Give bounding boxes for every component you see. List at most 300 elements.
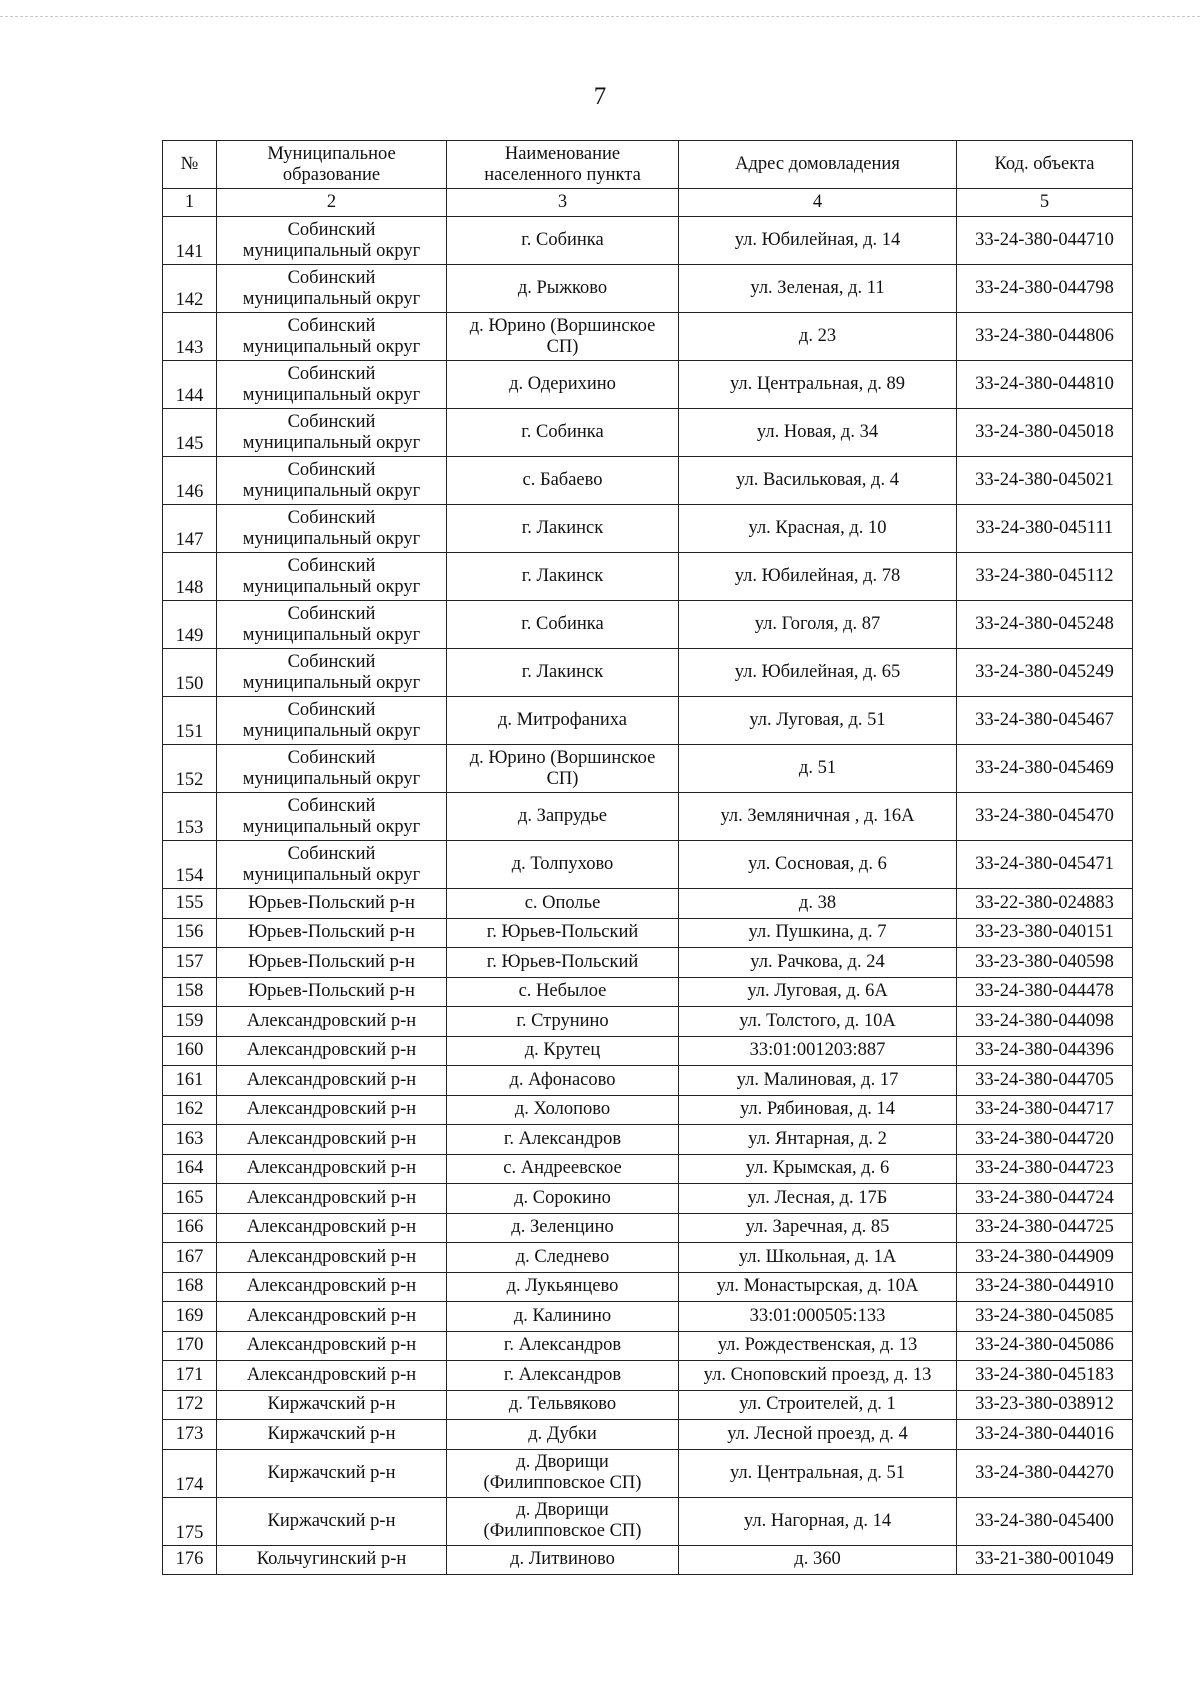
- settlement-cell: [447, 977, 679, 1007]
- row-number: 154: [163, 841, 217, 889]
- municipality-cell: [217, 457, 447, 505]
- settlement-cell: [447, 313, 679, 361]
- settlement-line: д. Митрофаниха: [497, 710, 628, 730]
- row-number: 169: [163, 1302, 217, 1332]
- settlement-line: (Филипповское СП): [483, 1473, 642, 1493]
- address-cell: ул. Гоголя, д. 87: [679, 601, 957, 649]
- address-cell: ул. Лесная, д. 17Б: [679, 1184, 957, 1214]
- settlement-line: г. Александров: [503, 1128, 622, 1149]
- address-cell: д. 23: [679, 313, 957, 361]
- row-number: 151: [163, 697, 217, 745]
- address-cell: ул. Луговая, д. 6А: [679, 977, 957, 1007]
- header-num: №: [163, 141, 217, 189]
- settlement-line: д. Одерихино: [509, 374, 616, 394]
- municipality-line: Александровский р-н: [246, 1187, 417, 1208]
- column-number: 5: [957, 189, 1133, 217]
- settlement-line: д. Дубки: [528, 1423, 597, 1444]
- municipality-line: муниципальный округ: [242, 624, 421, 645]
- object-code-cell: 33-24-380-044725: [957, 1213, 1133, 1243]
- table-header-row: [163, 141, 1133, 189]
- settlement-line: г. Лакинск: [521, 518, 604, 538]
- settlement-line: г. Собинка: [521, 422, 604, 442]
- address-cell: ул. Сноповский проезд, д. 13: [679, 1361, 957, 1391]
- object-code-cell: 33-23-380-040151: [957, 918, 1133, 948]
- address-cell: ул. Крымская, д. 6: [679, 1154, 957, 1184]
- table-row: [163, 1272, 1133, 1302]
- settlement-cell: [447, 601, 679, 649]
- municipality-line: Собинский: [287, 507, 376, 528]
- municipality-cell: [217, 505, 447, 553]
- settlement-cell: [447, 1302, 679, 1332]
- settlement-line: д. Юрино (Воршинское: [469, 315, 656, 336]
- object-code-cell: 33-24-380-044016: [957, 1420, 1133, 1450]
- address-cell: д. 51: [679, 745, 957, 793]
- object-code-cell: 33-24-380-044478: [957, 977, 1133, 1007]
- object-code-cell: 33-24-380-044098: [957, 1007, 1133, 1037]
- address-cell: ул. Рачкова, д. 24: [679, 948, 957, 978]
- settlement-line: д. Толпухово: [511, 854, 614, 874]
- municipality-line: муниципальный округ: [242, 384, 421, 405]
- address-cell: ул. Юбилейная, д. 78: [679, 553, 957, 601]
- settlement-line: с. Небылое: [518, 981, 607, 1002]
- table-row: [163, 1420, 1133, 1450]
- row-number: 141: [163, 217, 217, 265]
- municipality-cell: [217, 1272, 447, 1302]
- municipality-line: Собинский: [287, 651, 376, 672]
- settlement-line: д. Запрудье: [518, 806, 607, 826]
- municipality-cell: [217, 1390, 447, 1420]
- municipality-line: Собинский: [287, 843, 376, 864]
- municipality-line: Юрьев-Польский р-н: [248, 922, 415, 943]
- table-row: [163, 1390, 1133, 1420]
- row-number: 155: [163, 889, 217, 919]
- address-cell: ул. Центральная, д. 51: [679, 1449, 957, 1497]
- object-code-cell: 33-23-380-040598: [957, 948, 1133, 978]
- municipality-cell: [217, 1125, 447, 1155]
- row-number: 174: [163, 1449, 217, 1497]
- row-number: 152: [163, 745, 217, 793]
- municipality-cell: [217, 1007, 447, 1037]
- header-municipality-line: Муниципальное: [267, 143, 396, 164]
- settlement-cell: [447, 889, 679, 919]
- settlement-cell: [447, 918, 679, 948]
- settlement-line: г. Александров: [503, 1335, 622, 1356]
- row-number: 149: [163, 601, 217, 649]
- object-code-cell: 33-24-380-044798: [957, 265, 1133, 313]
- address-cell: д. 38: [679, 889, 957, 919]
- object-code-cell: 33-24-380-045470: [957, 793, 1133, 841]
- settlement-line: д. Рыжково: [517, 278, 608, 298]
- settlement-line: д. Тельвяково: [508, 1394, 617, 1415]
- column-number: 2: [217, 189, 447, 217]
- settlement-cell: [447, 1390, 679, 1420]
- object-code-cell: 33-22-380-024883: [957, 889, 1133, 919]
- address-cell: 33:01:000505:133: [679, 1302, 957, 1332]
- municipality-cell: [217, 649, 447, 697]
- municipality-line: Киржачский р-н: [267, 1423, 396, 1444]
- municipality-line: муниципальный округ: [242, 672, 421, 693]
- municipality-line: муниципальный округ: [242, 528, 421, 549]
- address-cell: ул. Луговая, д. 51: [679, 697, 957, 745]
- municipality-cell: [217, 889, 447, 919]
- table-row: [163, 1007, 1133, 1037]
- municipality-cell: [217, 265, 447, 313]
- row-number: 172: [163, 1390, 217, 1420]
- row-number: 150: [163, 649, 217, 697]
- settlement-line: д. Сорокино: [514, 1187, 611, 1208]
- column-number: 1: [163, 189, 217, 217]
- header-settlement: [447, 141, 679, 189]
- municipality-cell: [217, 948, 447, 978]
- scan-top-edge-line: [0, 16, 1200, 17]
- object-code-cell: 33-24-380-045400: [957, 1497, 1133, 1545]
- municipality-cell: [217, 313, 447, 361]
- object-code-cell: 33-24-380-045018: [957, 409, 1133, 457]
- municipality-line: Александровский р-н: [246, 1276, 417, 1297]
- municipality-line: муниципальный округ: [242, 240, 421, 261]
- row-number: 147: [163, 505, 217, 553]
- settlement-line: д. Афонасово: [509, 1069, 616, 1090]
- row-number: 171: [163, 1361, 217, 1391]
- object-code-cell: 33-24-380-045086: [957, 1331, 1133, 1361]
- address-cell: ул. Заречная, д. 85: [679, 1213, 957, 1243]
- municipality-line: Собинский: [287, 315, 376, 336]
- settlement-line: г. Лакинск: [521, 662, 604, 682]
- municipality-line: муниципальный округ: [242, 480, 421, 501]
- row-number: 144: [163, 361, 217, 409]
- municipality-line: Александровский р-н: [246, 1305, 417, 1326]
- settlement-line: (Филипповское СП): [483, 1521, 642, 1541]
- registry-table: [162, 140, 1133, 1575]
- row-number: 157: [163, 948, 217, 978]
- address-cell: ул. Лесной проезд, д. 4: [679, 1420, 957, 1450]
- municipality-line: Собинский: [287, 795, 376, 816]
- settlement-line: д. Литвиново: [510, 1549, 615, 1570]
- header-settlement-line: населенного пункта: [484, 164, 641, 185]
- column-number: 4: [679, 189, 957, 217]
- municipality-line: муниципальный округ: [242, 288, 421, 309]
- row-number: 143: [163, 313, 217, 361]
- settlement-cell: [447, 1420, 679, 1450]
- municipality-line: Александровский р-н: [246, 1364, 417, 1385]
- object-code-cell: 33-24-380-045021: [957, 457, 1133, 505]
- row-number: 153: [163, 793, 217, 841]
- municipality-line: Александровский р-н: [246, 1246, 417, 1267]
- table-row: [163, 313, 1133, 361]
- row-number: 161: [163, 1066, 217, 1096]
- address-cell: ул. Юбилейная, д. 65: [679, 649, 957, 697]
- municipality-cell: [217, 697, 447, 745]
- table-row: [163, 745, 1133, 793]
- municipality-line: Собинский: [287, 555, 376, 576]
- table-row: [163, 1497, 1133, 1545]
- table-row: [163, 553, 1133, 601]
- settlement-line: д. Дворищи: [516, 1500, 609, 1520]
- municipality-line: муниципальный округ: [242, 864, 421, 885]
- settlement-cell: [447, 1154, 679, 1184]
- municipality-line: Собинский: [287, 603, 376, 624]
- municipality-cell: [217, 1497, 447, 1545]
- municipality-line: Киржачский р-н: [267, 1462, 396, 1483]
- municipality-cell: [217, 793, 447, 841]
- address-cell: 33:01:001203:887: [679, 1036, 957, 1066]
- table-row: [163, 793, 1133, 841]
- municipality-line: Киржачский р-н: [267, 1394, 396, 1415]
- object-code-cell: 33-21-380-001049: [957, 1545, 1133, 1575]
- municipality-line: Александровский р-н: [246, 1217, 417, 1238]
- municipality-cell: [217, 1095, 447, 1125]
- municipality-cell: [217, 1154, 447, 1184]
- object-code-cell: 33-24-380-044910: [957, 1272, 1133, 1302]
- settlement-cell: [447, 745, 679, 793]
- table-row: [163, 1036, 1133, 1066]
- header-code: Код. объекта: [957, 141, 1133, 189]
- table-row: [163, 1213, 1133, 1243]
- object-code-cell: 33-24-380-045471: [957, 841, 1133, 889]
- table-row: [163, 265, 1133, 313]
- municipality-cell: [217, 601, 447, 649]
- municipality-line: Александровский р-н: [246, 1099, 417, 1120]
- municipality-line: Собинский: [287, 459, 376, 480]
- address-cell: ул. Центральная, д. 89: [679, 361, 957, 409]
- municipality-cell: [217, 841, 447, 889]
- settlement-cell: [447, 1125, 679, 1155]
- municipality-line: Киржачский р-н: [267, 1510, 396, 1531]
- municipality-cell: [217, 1361, 447, 1391]
- table-row: [163, 1361, 1133, 1391]
- settlement-line: г. Юрьев-Польский: [486, 951, 639, 972]
- municipality-line: Собинский: [287, 219, 376, 240]
- municipality-line: Александровский р-н: [246, 1040, 417, 1061]
- table-row: [163, 697, 1133, 745]
- settlement-cell: [447, 1184, 679, 1214]
- settlement-line: д. Следнево: [515, 1246, 610, 1267]
- object-code-cell: 33-24-380-045248: [957, 601, 1133, 649]
- address-cell: ул. Монастырская, д. 10А: [679, 1272, 957, 1302]
- municipality-cell: [217, 745, 447, 793]
- settlement-cell: [447, 1036, 679, 1066]
- row-number: 164: [163, 1154, 217, 1184]
- settlement-cell: [447, 948, 679, 978]
- municipality-cell: [217, 1331, 447, 1361]
- object-code-cell: 33-24-380-044909: [957, 1243, 1133, 1273]
- row-number: 167: [163, 1243, 217, 1273]
- municipality-cell: [217, 1243, 447, 1273]
- municipality-cell: [217, 1545, 447, 1575]
- address-cell: ул. Нагорная, д. 14: [679, 1497, 957, 1545]
- object-code-cell: 33-24-380-045469: [957, 745, 1133, 793]
- object-code-cell: 33-24-380-044723: [957, 1154, 1133, 1184]
- header-address: Адрес домовладения: [679, 141, 957, 189]
- settlement-cell: [447, 1361, 679, 1391]
- municipality-cell: [217, 977, 447, 1007]
- row-number: 146: [163, 457, 217, 505]
- object-code-cell: 33-24-380-044717: [957, 1095, 1133, 1125]
- municipality-line: муниципальный округ: [242, 576, 421, 597]
- header-municipality-line: образование: [282, 164, 381, 185]
- address-cell: ул. Земляничная , д. 16А: [679, 793, 957, 841]
- object-code-cell: 33-24-380-044806: [957, 313, 1133, 361]
- row-number: 156: [163, 918, 217, 948]
- settlement-cell: [447, 1066, 679, 1096]
- row-number: 148: [163, 553, 217, 601]
- row-number: 142: [163, 265, 217, 313]
- municipality-cell: [217, 918, 447, 948]
- table-row: [163, 1066, 1133, 1096]
- municipality-line: Собинский: [287, 363, 376, 384]
- table-body: [163, 217, 1133, 1575]
- settlement-cell: [447, 457, 679, 505]
- object-code-cell: 33-24-380-044705: [957, 1066, 1133, 1096]
- municipality-cell: [217, 1420, 447, 1450]
- column-number: 3: [447, 189, 679, 217]
- row-number: 175: [163, 1497, 217, 1545]
- settlement-line: с. Бабаево: [522, 470, 603, 490]
- object-code-cell: 33-24-380-045111: [957, 505, 1133, 553]
- settlement-cell: [447, 1497, 679, 1545]
- settlement-cell: [447, 649, 679, 697]
- row-number: 145: [163, 409, 217, 457]
- address-cell: ул. Рябиновая, д. 14: [679, 1095, 957, 1125]
- object-code-cell: 33-24-380-044270: [957, 1449, 1133, 1497]
- row-number: 168: [163, 1272, 217, 1302]
- address-cell: ул. Красная, д. 10: [679, 505, 957, 553]
- table-row: [163, 1095, 1133, 1125]
- row-number: 163: [163, 1125, 217, 1155]
- table-row: [163, 409, 1133, 457]
- settlement-cell: [447, 793, 679, 841]
- municipality-line: муниципальный округ: [242, 720, 421, 741]
- municipality-line: Юрьев-Польский р-н: [248, 892, 415, 913]
- object-code-cell: 33-24-380-044720: [957, 1125, 1133, 1155]
- row-number: 162: [163, 1095, 217, 1125]
- row-number: 165: [163, 1184, 217, 1214]
- object-code-cell: 33-24-380-044810: [957, 361, 1133, 409]
- settlement-cell: [447, 1272, 679, 1302]
- address-cell: ул. Зеленая, д. 11: [679, 265, 957, 313]
- table-row: [163, 1184, 1133, 1214]
- column-number-row: [163, 189, 1133, 217]
- settlement-line: г. Струнино: [516, 1010, 609, 1031]
- settlement-cell: [447, 1007, 679, 1037]
- address-cell: ул. Сосновая, д. 6: [679, 841, 957, 889]
- municipality-line: Юрьев-Польский р-н: [248, 981, 415, 1002]
- municipality-line: Собинский: [287, 747, 376, 768]
- settlement-line: г. Александров: [503, 1364, 622, 1385]
- object-code-cell: 33-24-380-044710: [957, 217, 1133, 265]
- settlement-cell: [447, 1243, 679, 1273]
- municipality-line: муниципальный округ: [242, 768, 421, 789]
- address-cell: д. 360: [679, 1545, 957, 1575]
- municipality-line: Александровский р-н: [246, 1010, 417, 1031]
- settlement-cell: [447, 1449, 679, 1497]
- municipality-line: муниципальный округ: [242, 816, 421, 837]
- object-code-cell: 33-24-380-045085: [957, 1302, 1133, 1332]
- municipality-cell: [217, 1213, 447, 1243]
- row-number: 173: [163, 1420, 217, 1450]
- table-row: [163, 977, 1133, 1007]
- object-code-cell: 33-24-380-044396: [957, 1036, 1133, 1066]
- row-number: 159: [163, 1007, 217, 1037]
- municipality-line: муниципальный округ: [242, 336, 421, 357]
- object-code-cell: 33-24-380-045467: [957, 697, 1133, 745]
- table-row: [163, 457, 1133, 505]
- object-code-cell: 33-24-380-045112: [957, 553, 1133, 601]
- table-row: [163, 361, 1133, 409]
- table-row: [163, 841, 1133, 889]
- municipality-line: муниципальный округ: [242, 432, 421, 453]
- municipality-cell: [217, 409, 447, 457]
- row-number: 176: [163, 1545, 217, 1575]
- object-code-cell: 33-23-380-038912: [957, 1390, 1133, 1420]
- settlement-line: г. Лакинск: [521, 566, 604, 586]
- object-code-cell: 33-24-380-045183: [957, 1361, 1133, 1391]
- settlement-cell: [447, 505, 679, 553]
- settlement-cell: [447, 553, 679, 601]
- settlement-line: д. Холопово: [514, 1099, 611, 1120]
- header-municipality: [217, 141, 447, 189]
- municipality-line: Собинский: [287, 699, 376, 720]
- municipality-cell: [217, 1066, 447, 1096]
- address-cell: ул. Строителей, д. 1: [679, 1390, 957, 1420]
- settlement-cell: [447, 217, 679, 265]
- settlement-cell: [447, 361, 679, 409]
- municipality-line: Александровский р-н: [246, 1335, 417, 1356]
- municipality-line: Александровский р-н: [246, 1069, 417, 1090]
- table-row: [163, 217, 1133, 265]
- settlement-cell: [447, 1331, 679, 1361]
- municipality-line: Кольчугинский р-н: [256, 1549, 407, 1570]
- settlement-line: д. Лукьянцево: [506, 1276, 619, 1297]
- page-number: 7: [593, 83, 607, 110]
- settlement-cell: [447, 1213, 679, 1243]
- settlement-line: д. Зеленцино: [511, 1217, 614, 1238]
- settlement-cell: [447, 409, 679, 457]
- settlement-cell: [447, 265, 679, 313]
- table-row: [163, 1125, 1133, 1155]
- address-cell: ул. Юбилейная, д. 14: [679, 217, 957, 265]
- municipality-line: Собинский: [287, 267, 376, 288]
- address-cell: ул. Пушкина, д. 7: [679, 918, 957, 948]
- settlement-line: с. Андреевское: [503, 1158, 622, 1179]
- settlement-line: СП): [546, 768, 579, 789]
- table-row: [163, 601, 1133, 649]
- municipality-cell: [217, 1036, 447, 1066]
- settlement-line: д. Крутец: [524, 1040, 601, 1061]
- municipality-cell: [217, 1184, 447, 1214]
- row-number: 158: [163, 977, 217, 1007]
- settlement-cell: [447, 1545, 679, 1575]
- municipality-cell: [217, 1302, 447, 1332]
- table-row: [163, 505, 1133, 553]
- table-row: [163, 1449, 1133, 1497]
- address-cell: ул. Васильковая, д. 4: [679, 457, 957, 505]
- header-settlement-line: Наименование: [504, 143, 621, 164]
- settlement-cell: [447, 841, 679, 889]
- settlement-line: г. Юрьев-Польский: [486, 922, 639, 943]
- address-cell: ул. Малиновая, д. 17: [679, 1066, 957, 1096]
- municipality-cell: [217, 361, 447, 409]
- municipality-cell: [217, 217, 447, 265]
- municipality-line: Александровский р-н: [246, 1128, 417, 1149]
- municipality-line: Собинский: [287, 411, 376, 432]
- table-row: [163, 1331, 1133, 1361]
- table-row: [163, 918, 1133, 948]
- settlement-line: СП): [546, 336, 579, 357]
- address-cell: ул. Новая, д. 34: [679, 409, 957, 457]
- table-row: [163, 948, 1133, 978]
- table-row: [163, 1302, 1133, 1332]
